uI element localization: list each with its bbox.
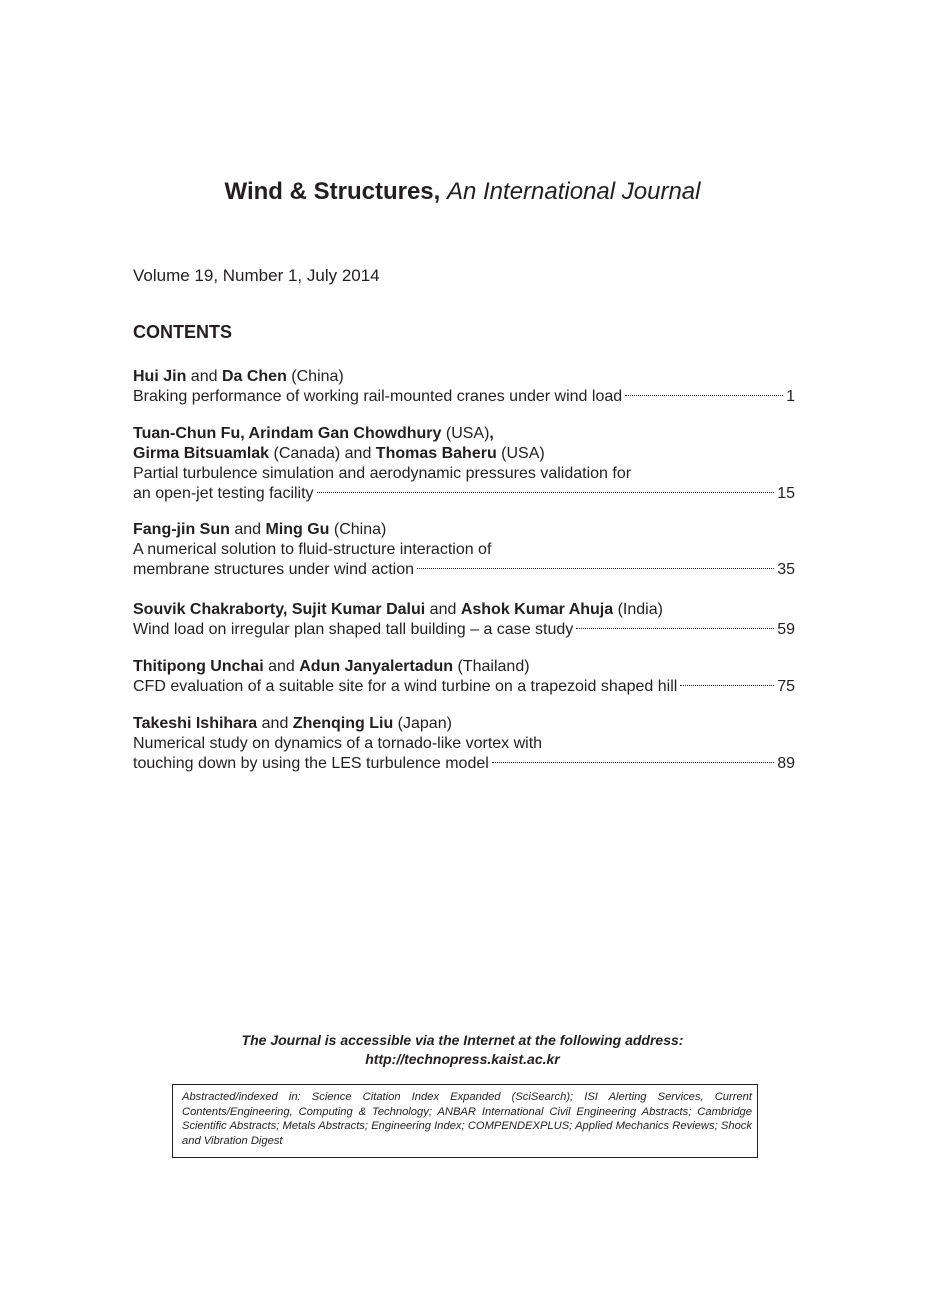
entry-page: 1	[786, 388, 795, 405]
access-text: The Journal is accessible via the Internet at the following address:	[241, 1032, 684, 1048]
entry-authors: Girma Bitsuamlak (Canada) and Thomas Baheru (USA)	[133, 445, 545, 462]
access-note	[0, 1031, 925, 1069]
entry-title-line	[133, 620, 795, 640]
entry-authors: Tuan-Chun Fu, Arindam Gan Chowdhury (USA),	[133, 425, 494, 442]
entry-title: Braking performance of working rail-mounted cranes under wind load	[133, 388, 623, 405]
entry-title-line	[133, 560, 795, 580]
entry-title-line	[133, 484, 795, 504]
entry-title: Partial turbulence simulation and aerodynamic pressures validation for	[133, 465, 632, 482]
entry-authors: Thitipong Unchai and Adun Janyalertadun (Thailand)	[133, 658, 530, 675]
dot-leader	[625, 395, 783, 396]
journal-url[interactable]: http://technopress.kaist.ac.kr	[365, 1051, 560, 1067]
journal-subtitle: An International Journal	[446, 178, 701, 205]
entry-page: 59	[777, 621, 795, 638]
entry-authors: Souvik Chakraborty, Sujit Kumar Dalui and Ashok Kumar Ahuja (India)	[133, 601, 663, 618]
volume-info: Volume 19, Number 1, July 2014	[133, 266, 380, 285]
toc-entry	[133, 367, 795, 407]
toc-entry	[133, 657, 795, 697]
entry-title: A numerical solution to fluid-structure interaction of	[133, 541, 492, 558]
dot-leader	[317, 492, 775, 493]
contents-heading: CONTENTS	[133, 322, 232, 342]
entry-page: 75	[777, 678, 795, 695]
entry-page: 89	[777, 755, 795, 772]
journal-title	[0, 176, 925, 208]
dot-leader	[492, 762, 774, 763]
journal-name: Wind & Structures,	[224, 178, 441, 205]
toc-entry	[133, 424, 795, 504]
entry-title: touching down by using the LES turbulence model	[133, 755, 489, 772]
toc-entry	[133, 714, 795, 774]
entry-page: 35	[777, 561, 795, 578]
entry-authors: Fang-jin Sun and Ming Gu (China)	[133, 521, 387, 538]
entry-title: membrane structures under wind action	[133, 561, 415, 578]
entry-title-line	[133, 677, 795, 697]
entry-authors: Takeshi Ishihara and Zhenqing Liu (Japan)	[133, 715, 452, 732]
entry-title-line	[133, 387, 795, 407]
entry-page: 15	[777, 485, 795, 502]
entry-title: CFD evaluation of a suitable site for a wind turbine on a trapezoid shaped hill	[133, 678, 678, 695]
entry-title: Wind load on irregular plan shaped tall building – a case study	[133, 621, 574, 638]
entry-title-line	[133, 754, 795, 774]
indexing-text: Abstracted/indexed in: Science Citation Index Expanded (SciSearch); ISI Alerting Services, Current Contents/Engineering, Computing & Technology; ANBAR International Civil Engineering Abstracts; Cambridge Scientific Abstracts; Metals Abstracts; Engineering Index; COMPENDEXPLUS; Applied Mechanics Reviews; Shock and Vibration Digest	[182, 1091, 752, 1147]
dot-leader	[680, 685, 774, 686]
toc-entry	[133, 600, 795, 640]
toc-entry	[133, 520, 795, 580]
dot-leader	[576, 628, 774, 629]
entry-authors: Hui Jin and Da Chen (China)	[133, 368, 344, 385]
entry-title: Numerical study on dynamics of a tornado-like vortex with	[133, 735, 543, 752]
indexing-box	[172, 1084, 758, 1158]
dot-leader	[417, 568, 774, 569]
entry-title: an open-jet testing facility	[133, 485, 314, 502]
